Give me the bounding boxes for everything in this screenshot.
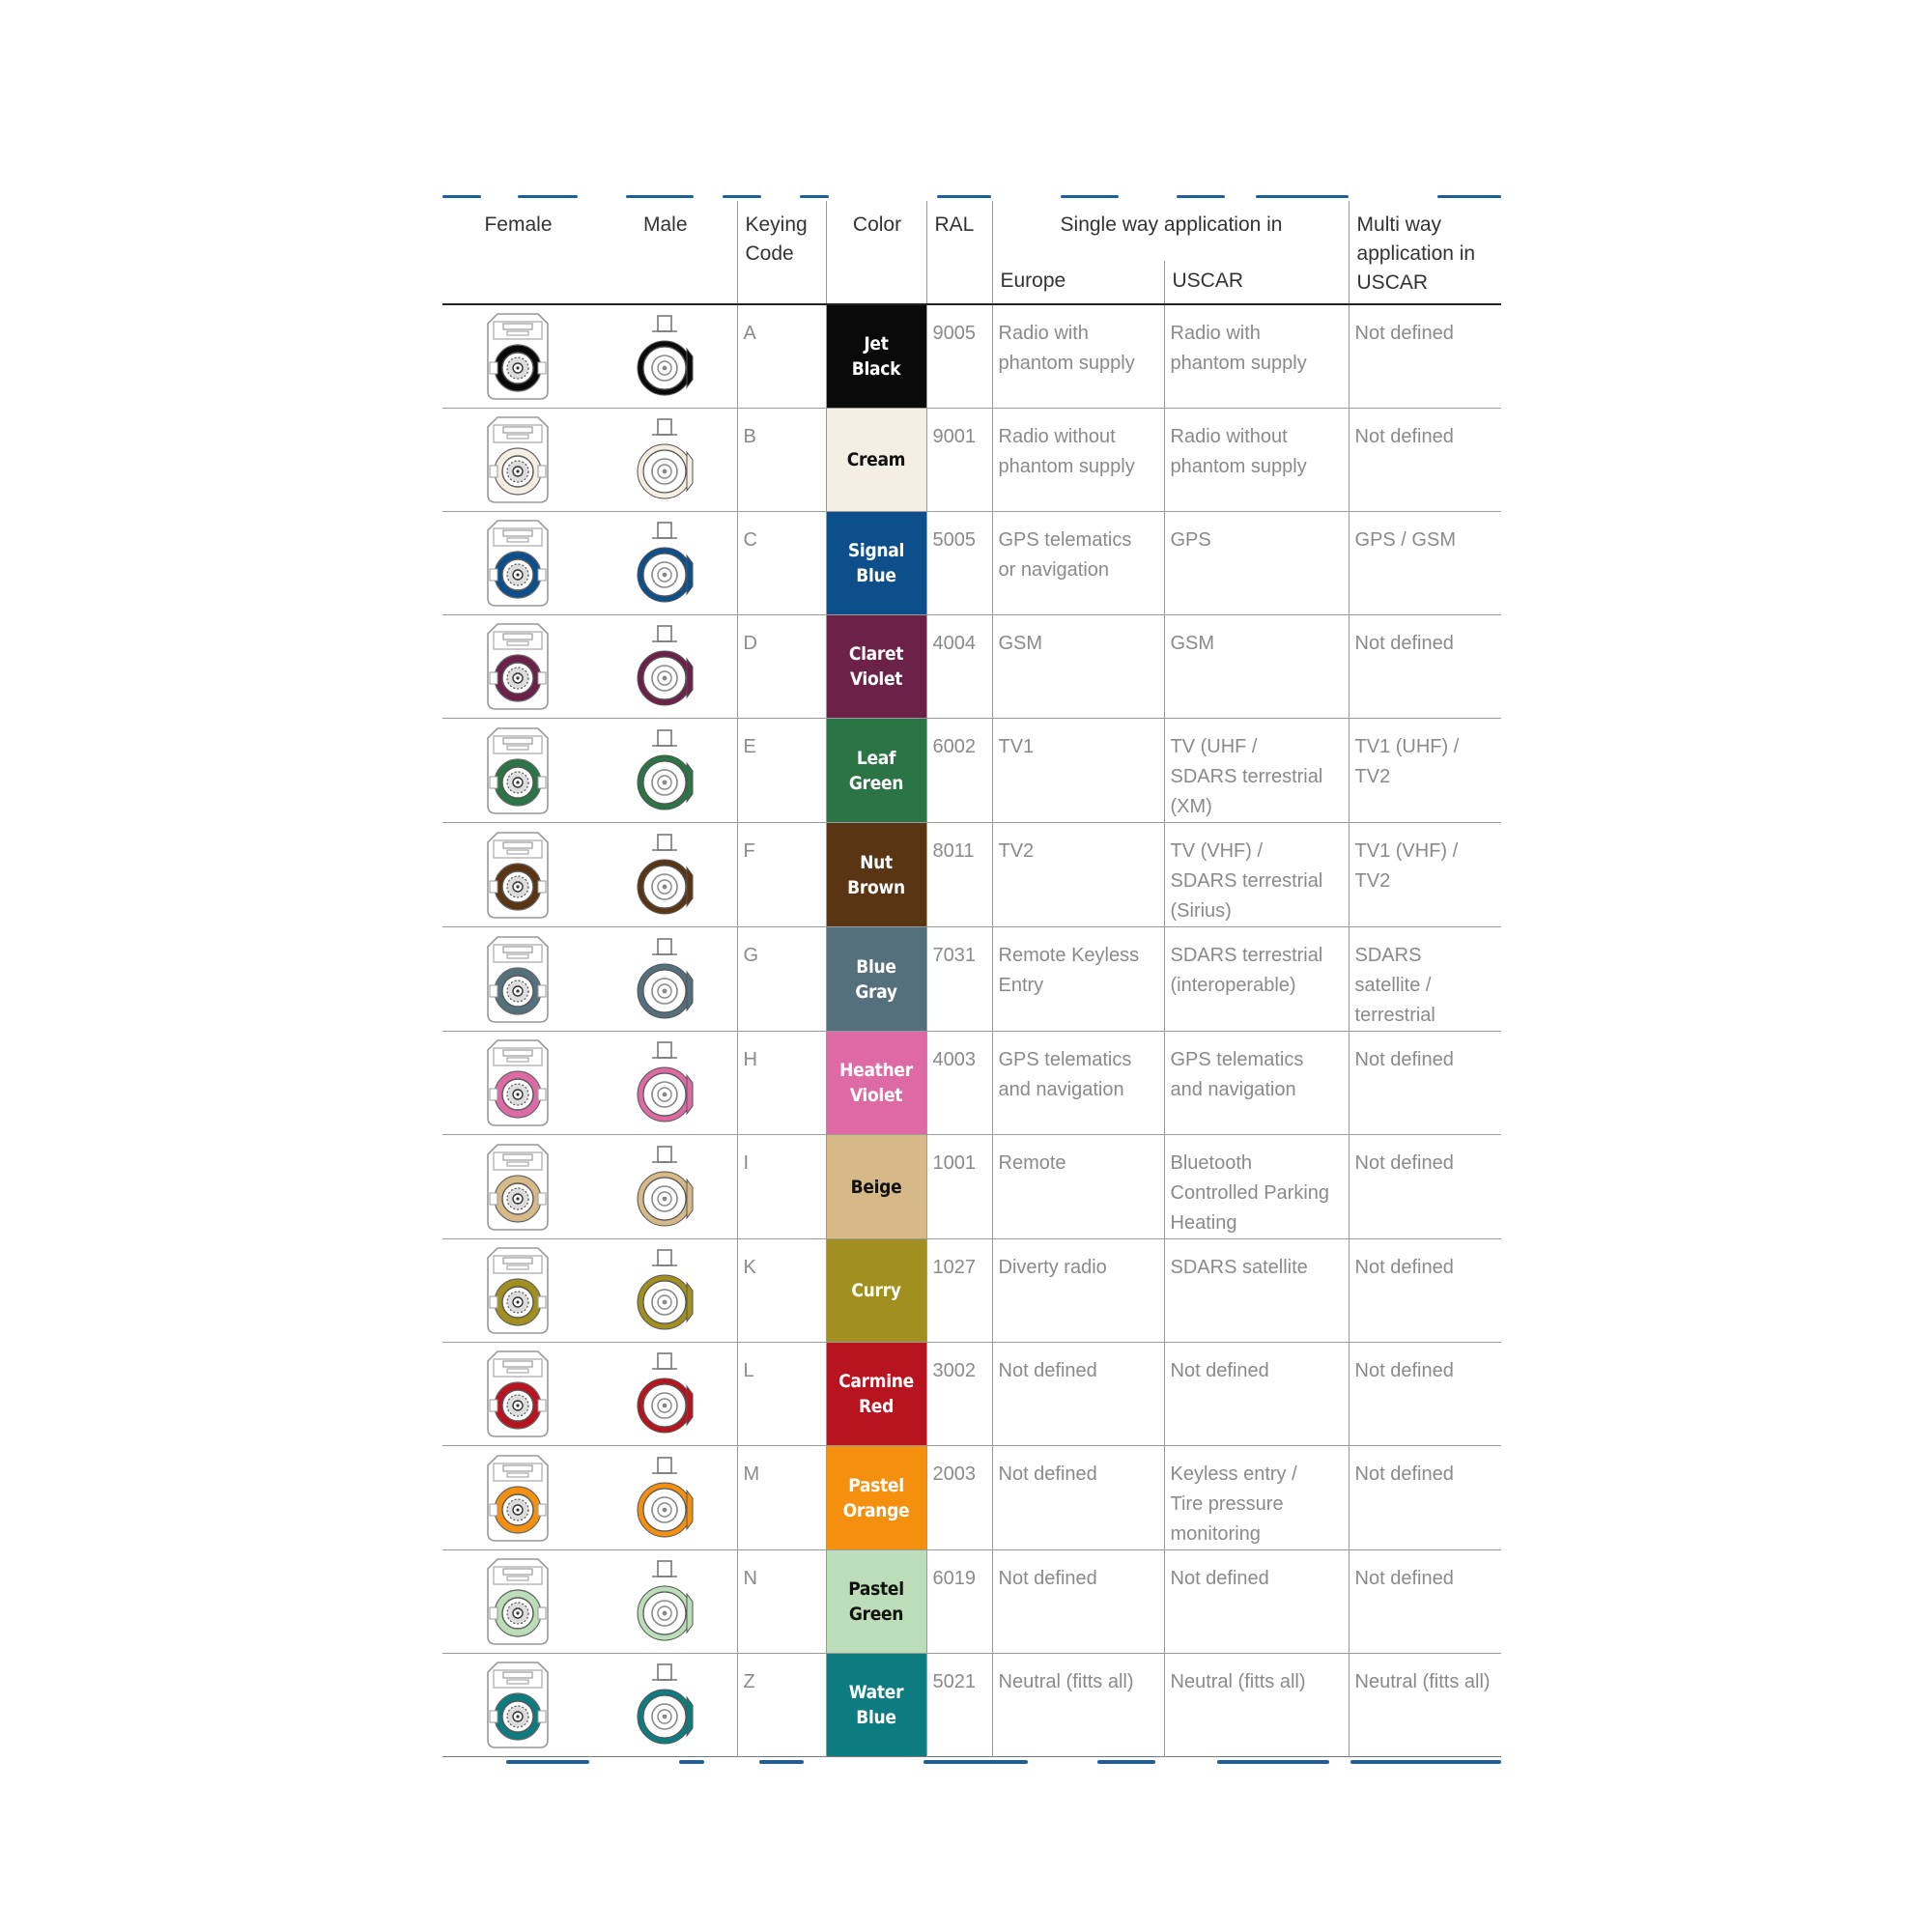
keying-code: I bbox=[737, 1135, 826, 1239]
female-cell bbox=[442, 1135, 592, 1239]
table-row bbox=[442, 719, 1501, 823]
keying-code: N bbox=[737, 1550, 826, 1654]
male-cell bbox=[592, 1239, 737, 1343]
multi-way-application: Not defined bbox=[1349, 409, 1501, 512]
multi-way-application: Not defined bbox=[1349, 1343, 1501, 1446]
header-europe: Europe bbox=[992, 261, 1164, 304]
color-name: Water Blue bbox=[848, 1682, 904, 1728]
europe-application: Not defined bbox=[992, 1550, 1164, 1654]
uscar-application: Radio with phantom supply bbox=[1164, 304, 1349, 409]
ral-number: 9005 bbox=[926, 304, 992, 409]
male-connector-icon bbox=[631, 413, 698, 506]
color-swatch bbox=[826, 1550, 926, 1654]
uscar-application: Not defined bbox=[1164, 1550, 1349, 1654]
female-connector-icon bbox=[484, 724, 552, 817]
female-cell bbox=[442, 409, 592, 512]
bottom-decorative-bar bbox=[442, 1757, 1501, 1765]
ral-number: 3002 bbox=[926, 1343, 992, 1446]
multi-way-application: Not defined bbox=[1349, 1239, 1501, 1343]
male-connector-icon bbox=[631, 1659, 698, 1751]
female-cell bbox=[442, 1550, 592, 1654]
keying-code: K bbox=[737, 1239, 826, 1343]
female-cell bbox=[442, 1446, 592, 1550]
male-connector-icon bbox=[631, 829, 698, 922]
header-multi-way: Multi way application in USCAR bbox=[1349, 201, 1501, 304]
female-cell bbox=[442, 927, 592, 1032]
ral-number: 4003 bbox=[926, 1032, 992, 1135]
coding-table-sheet bbox=[442, 193, 1501, 1765]
multi-way-application: SDARS satellite / terrestrial bbox=[1349, 927, 1501, 1032]
female-connector-icon bbox=[484, 1659, 552, 1751]
female-connector-icon bbox=[484, 933, 552, 1026]
table-row bbox=[442, 1654, 1501, 1757]
europe-application: Remote Keyless Entry bbox=[992, 927, 1164, 1032]
female-connector-icon bbox=[484, 1037, 552, 1129]
header-male: Male bbox=[642, 213, 688, 236]
color-name: Jet Black bbox=[851, 333, 901, 380]
europe-application: Neutral (fitts all) bbox=[992, 1654, 1164, 1757]
female-connector-icon bbox=[484, 310, 552, 403]
ral-number: 7031 bbox=[926, 927, 992, 1032]
female-connector-icon bbox=[484, 1141, 552, 1234]
europe-application: TV1 bbox=[992, 719, 1164, 823]
uscar-application: SDARS satellite bbox=[1164, 1239, 1349, 1343]
header-uscar: USCAR bbox=[1164, 261, 1349, 304]
female-connector-icon bbox=[484, 1348, 552, 1440]
female-connector-icon bbox=[484, 517, 552, 610]
europe-application: Radio without phantom supply bbox=[992, 409, 1164, 512]
male-cell bbox=[592, 512, 737, 615]
europe-application: TV2 bbox=[992, 823, 1164, 927]
male-cell bbox=[592, 409, 737, 512]
male-connector-icon bbox=[631, 1452, 698, 1545]
table-row bbox=[442, 1135, 1501, 1239]
table-row bbox=[442, 927, 1501, 1032]
uscar-application: TV (VHF) / SDARS terrestrial (Sirius) bbox=[1164, 823, 1349, 927]
male-cell bbox=[592, 1446, 737, 1550]
color-swatch bbox=[826, 823, 926, 927]
multi-way-application: Not defined bbox=[1349, 1446, 1501, 1550]
europe-application: GPS telematics and navigation bbox=[992, 1032, 1164, 1135]
keying-code: F bbox=[737, 823, 826, 927]
europe-application: Not defined bbox=[992, 1343, 1164, 1446]
male-cell bbox=[592, 719, 737, 823]
ral-number: 1027 bbox=[926, 1239, 992, 1343]
female-connector-icon bbox=[484, 1244, 552, 1337]
ral-number: 5005 bbox=[926, 512, 992, 615]
female-connector-icon bbox=[484, 829, 552, 922]
table-row bbox=[442, 1343, 1501, 1446]
color-swatch bbox=[826, 1446, 926, 1550]
female-cell bbox=[442, 615, 592, 719]
europe-application: Diverty radio bbox=[992, 1239, 1164, 1343]
male-connector-icon bbox=[631, 1141, 698, 1234]
keying-code: Z bbox=[737, 1654, 826, 1757]
uscar-application: Neutral (fitts all) bbox=[1164, 1654, 1349, 1757]
header-keying-code: Keying Code bbox=[737, 201, 826, 304]
male-cell bbox=[592, 927, 737, 1032]
header-ral: RAL bbox=[926, 201, 992, 304]
europe-application: GSM bbox=[992, 615, 1164, 719]
table-row bbox=[442, 1446, 1501, 1550]
keying-code: H bbox=[737, 1032, 826, 1135]
uscar-application: Radio without phantom supply bbox=[1164, 409, 1349, 512]
keying-code: D bbox=[737, 615, 826, 719]
male-cell bbox=[592, 1135, 737, 1239]
male-connector-icon bbox=[631, 620, 698, 713]
europe-application: Remote bbox=[992, 1135, 1164, 1239]
color-name: Beige bbox=[850, 1176, 902, 1198]
ral-number: 8011 bbox=[926, 823, 992, 927]
color-swatch bbox=[826, 304, 926, 409]
europe-application: GPS telematics or navigation bbox=[992, 512, 1164, 615]
male-connector-icon bbox=[631, 1555, 698, 1648]
female-cell bbox=[442, 512, 592, 615]
multi-way-application: Not defined bbox=[1349, 1135, 1501, 1239]
header-single-way: Single way application in bbox=[992, 201, 1349, 261]
multi-way-application: Not defined bbox=[1349, 1032, 1501, 1135]
color-swatch bbox=[826, 927, 926, 1032]
male-cell bbox=[592, 1343, 737, 1446]
male-connector-icon bbox=[631, 1037, 698, 1129]
multi-way-application: Not defined bbox=[1349, 304, 1501, 409]
female-connector-icon bbox=[484, 1452, 552, 1545]
uscar-application: GSM bbox=[1164, 615, 1349, 719]
male-cell bbox=[592, 1550, 737, 1654]
ral-number: 6019 bbox=[926, 1550, 992, 1654]
ral-number: 9001 bbox=[926, 409, 992, 512]
male-connector-icon bbox=[631, 724, 698, 817]
color-swatch bbox=[826, 615, 926, 719]
color-name: Blue Gray bbox=[855, 955, 897, 1003]
color-swatch bbox=[826, 1135, 926, 1239]
keying-code: G bbox=[737, 927, 826, 1032]
color-swatch bbox=[826, 719, 926, 823]
female-cell bbox=[442, 1654, 592, 1757]
female-connector-icon bbox=[484, 413, 552, 506]
male-connector-icon bbox=[631, 1244, 698, 1337]
keying-code: M bbox=[737, 1446, 826, 1550]
coding-table bbox=[442, 201, 1501, 1757]
keying-code: E bbox=[737, 719, 826, 823]
female-cell bbox=[442, 1032, 592, 1135]
female-cell bbox=[442, 719, 592, 823]
color-swatch bbox=[826, 1239, 926, 1343]
male-connector-icon bbox=[631, 310, 698, 403]
female-cell bbox=[442, 1343, 592, 1446]
ral-number: 2003 bbox=[926, 1446, 992, 1550]
male-cell bbox=[592, 615, 737, 719]
color-name: Pastel Orange bbox=[842, 1474, 910, 1521]
top-decorative-bar bbox=[442, 193, 1501, 201]
header-color: Color bbox=[826, 201, 926, 304]
female-cell bbox=[442, 304, 592, 409]
ral-number: 5021 bbox=[926, 1654, 992, 1757]
table-row bbox=[442, 823, 1501, 927]
table-row bbox=[442, 1550, 1501, 1654]
color-name: Carmine Red bbox=[838, 1371, 914, 1417]
multi-way-application: Neutral (fitts all) bbox=[1349, 1654, 1501, 1757]
color-swatch bbox=[826, 1343, 926, 1446]
male-cell bbox=[592, 1654, 737, 1757]
color-name: Heather Violet bbox=[839, 1060, 913, 1106]
table-row bbox=[442, 1032, 1501, 1135]
color-name: Curry bbox=[851, 1280, 901, 1301]
uscar-application: Not defined bbox=[1164, 1343, 1349, 1446]
uscar-application: TV (UHF / SDARS terrestrial (XM) bbox=[1164, 719, 1349, 823]
ral-number: 4004 bbox=[926, 615, 992, 719]
color-name: Signal Blue bbox=[847, 540, 905, 586]
multi-way-application: TV1 (UHF) / TV2 bbox=[1349, 719, 1501, 823]
keying-code: L bbox=[737, 1343, 826, 1446]
color-name: Nut Brown bbox=[847, 851, 905, 898]
color-name: Claret Violet bbox=[848, 643, 904, 690]
keying-code: A bbox=[737, 304, 826, 409]
table-row bbox=[442, 512, 1501, 615]
color-name: Leaf Green bbox=[848, 747, 904, 794]
male-connector-icon bbox=[631, 517, 698, 610]
multi-way-application: GPS / GSM bbox=[1349, 512, 1501, 615]
color-swatch bbox=[826, 1032, 926, 1135]
female-connector-icon bbox=[484, 1555, 552, 1648]
color-name: Pastel Green bbox=[848, 1578, 904, 1625]
ral-number: 1001 bbox=[926, 1135, 992, 1239]
multi-way-application: TV1 (VHF) / TV2 bbox=[1349, 823, 1501, 927]
europe-application: Not defined bbox=[992, 1446, 1164, 1550]
table-row bbox=[442, 615, 1501, 719]
male-connector-icon bbox=[631, 933, 698, 1026]
female-cell bbox=[442, 823, 592, 927]
uscar-application: Bluetooth Controlled Parking Heating bbox=[1164, 1135, 1349, 1239]
color-swatch bbox=[826, 1654, 926, 1757]
uscar-application: GPS bbox=[1164, 512, 1349, 615]
ral-number: 6002 bbox=[926, 719, 992, 823]
uscar-application: SDARS terrestrial (interoperable) bbox=[1164, 927, 1349, 1032]
table-row bbox=[442, 1239, 1501, 1343]
color-swatch bbox=[826, 409, 926, 512]
female-connector-icon bbox=[484, 620, 552, 713]
male-cell bbox=[592, 823, 737, 927]
female-cell bbox=[442, 1239, 592, 1343]
multi-way-application: Not defined bbox=[1349, 615, 1501, 719]
table-row bbox=[442, 304, 1501, 409]
uscar-application: GPS telematics and navigation bbox=[1164, 1032, 1349, 1135]
male-cell bbox=[592, 304, 737, 409]
male-connector-icon bbox=[631, 1348, 698, 1440]
uscar-application: Keyless entry / Tire pressure monitoring bbox=[1164, 1446, 1349, 1550]
color-swatch bbox=[826, 512, 926, 615]
multi-way-application: Not defined bbox=[1349, 1550, 1501, 1654]
header-female: Female bbox=[484, 213, 553, 236]
color-name: Cream bbox=[846, 449, 906, 470]
male-cell bbox=[592, 1032, 737, 1135]
keying-code: C bbox=[737, 512, 826, 615]
europe-application: Radio with phantom supply bbox=[992, 304, 1164, 409]
table-row bbox=[442, 409, 1501, 512]
keying-code: B bbox=[737, 409, 826, 512]
